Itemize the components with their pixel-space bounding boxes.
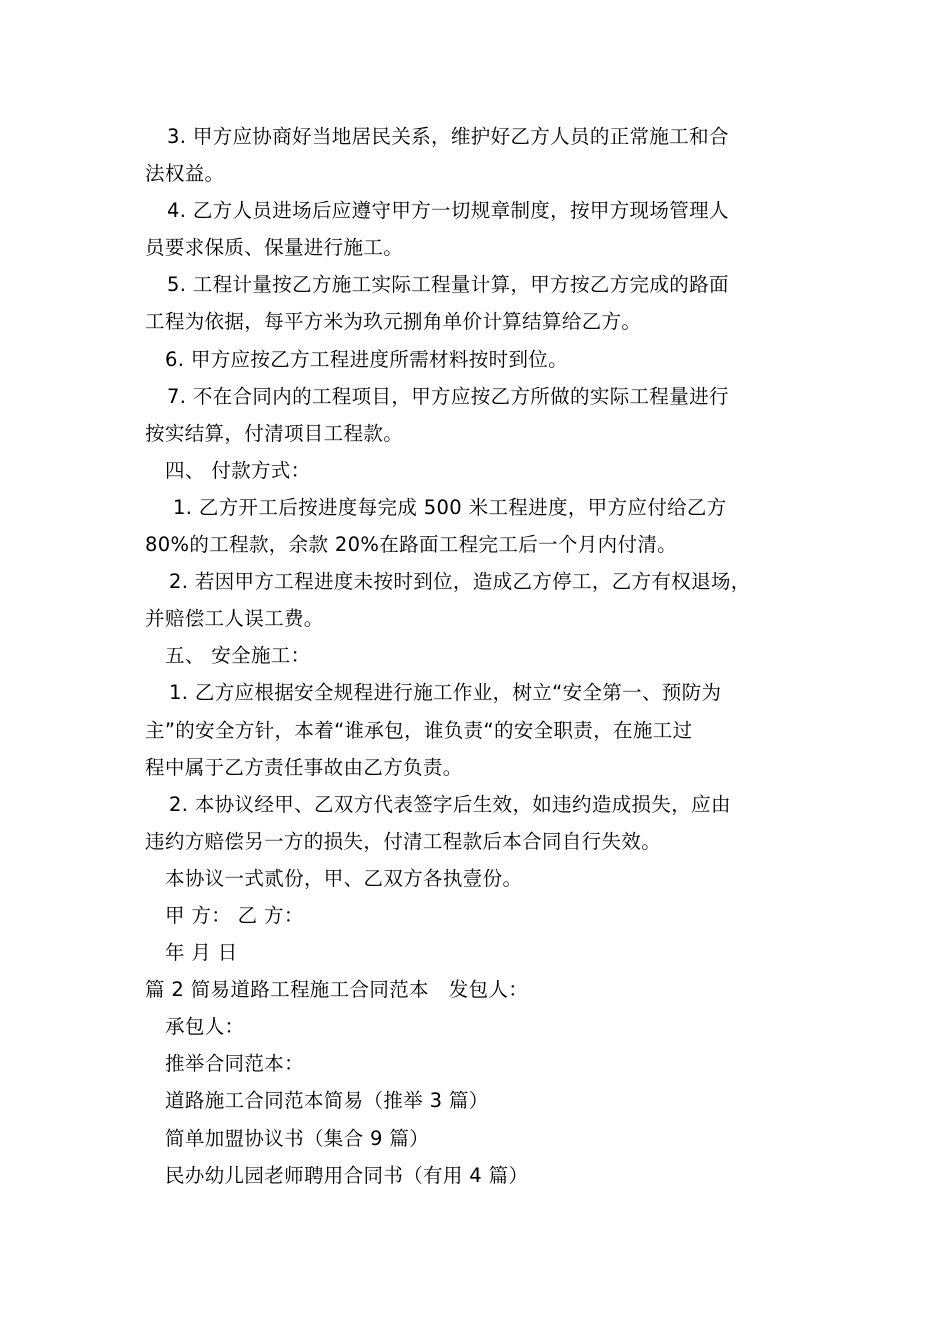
- recommended-item-2: 简单加盟协议书（集合 9 篇）: [165, 1126, 430, 1150]
- recommended-item-1: 道路施工合同范本简易（推举 3 篇）: [165, 1089, 489, 1113]
- contractor-label: 承包人：: [165, 1015, 245, 1039]
- signature-parties: 甲 方： 乙 方：: [165, 903, 304, 927]
- clause-5-line-1: 5. 工程计量按乙方施工实际工程量计算，甲方按乙方完成的路面: [167, 273, 729, 297]
- clause-4-line-1: 4. 乙方人员进场后应遵守甲方一切规章制度，按甲方现场管理人: [167, 199, 729, 223]
- clause-6-line-1: 6. 甲方应按乙方工程进度所需材料按时到位。: [165, 347, 569, 371]
- document-body: [145, 118, 815, 1194]
- copies-statement: 本协议一式贰份，甲、乙双方各执壹份。: [165, 866, 523, 890]
- section-4-heading: 四、 付款方式：: [165, 458, 311, 482]
- payment-2-line-2: 并赔偿工人误工费。: [145, 607, 324, 631]
- signature-date: 年 月 日: [165, 941, 238, 965]
- recommended-heading: 推举合同范本：: [165, 1052, 304, 1076]
- clause-3-line-2: 法权益。: [145, 162, 225, 186]
- payment-1-line-1: 1. 乙方开工后按进度每完成 500 米工程进度，甲方应付给乙方: [173, 495, 727, 519]
- clause-7-line-2: 按实结算，付清项目工程款。: [145, 421, 404, 445]
- safety-2-line-1: 2. 本协议经甲、乙双方代表签字后生效，如违约造成损失，应由: [169, 792, 731, 816]
- clause-4-line-2: 员要求保质、保量进行施工。: [145, 236, 404, 260]
- clause-7-line-1: 7. 不在合同内的工程项目，甲方应按乙方所做的实际工程量进行: [167, 384, 729, 408]
- recommended-item-3: 民办幼儿园老师聘用合同书（有用 4 篇）: [165, 1163, 529, 1187]
- payment-1-line-2: 80%的工程款，余款 20%在路面工程完工后一个月内付清。: [145, 533, 678, 557]
- safety-1-line-3: 程中属于乙方责任事故由乙方负责。: [145, 755, 463, 779]
- safety-2-line-2: 违约方赔偿另一方的损失，付清工程款后本合同自行失效。: [145, 829, 662, 853]
- safety-1-line-2: 主”的安全方针，本着“谁承包，谁负责“的安全职责，在施工过: [145, 718, 693, 742]
- payment-2-line-1: 2. 若因甲方工程进度未按时到位，造成乙方停工，乙方有权退场，: [169, 570, 751, 594]
- clause-5-line-2: 工程为依据，每平方米为玖元捌角单价计算结算给乙方。: [145, 310, 642, 334]
- safety-1-line-1: 1. 乙方应根据安全规程进行施工作业，树立“安全第一、预防为: [169, 681, 722, 705]
- article-2-title: 篇 2 简易道路工程施工合同范本 发包人：: [145, 978, 529, 1002]
- section-5-heading: 五、 安全施工：: [165, 644, 311, 668]
- clause-3-line-1: 3. 甲方应协商好当地居民关系，维护好乙方人员的正常施工和合: [167, 125, 729, 148]
